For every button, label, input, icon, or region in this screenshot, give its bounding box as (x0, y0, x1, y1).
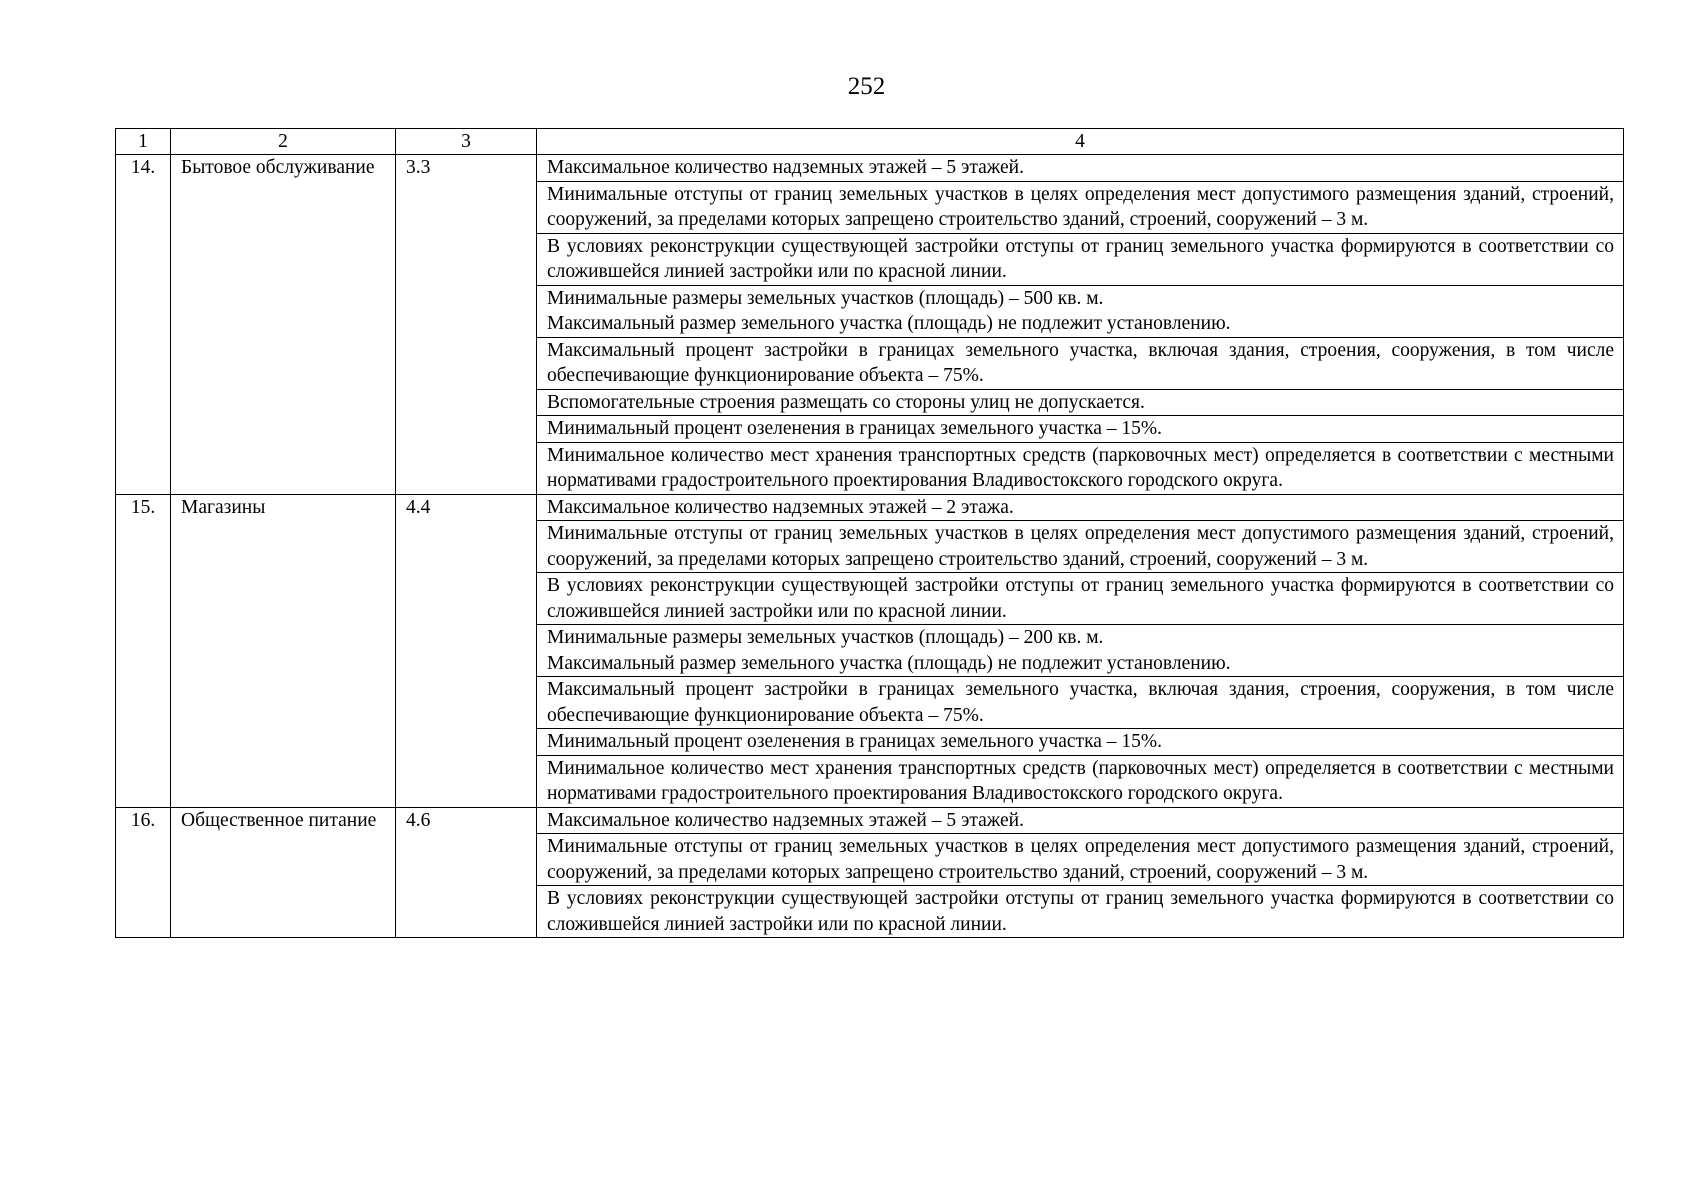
parameter-text: Максимальный процент застройки в границах земельного участка, включая здания, строения, сооружения, в том числе обеспечивающие функционирование объекта – 75%. (547, 679, 1614, 726)
parameter-cell (537, 807, 1624, 834)
parameter-cell (537, 677, 1624, 729)
parameter-cell (537, 886, 1624, 938)
column-header-code: 3 (396, 129, 537, 155)
parameter-text: В условиях реконструкции существующей застройки отступы от границ земельного участка формируются в соответствии со сложившейся линией застройки или по красной линии. (547, 235, 1614, 282)
use-type-code: 3.3 (396, 155, 537, 495)
parameter-cell (537, 442, 1624, 494)
regulations-table (115, 128, 1624, 938)
column-header-parameters: 4 (537, 129, 1624, 155)
parameter-cell (537, 834, 1624, 886)
parameter-text: Минимальные отступы от границ земельных участков в целях определения мест допустимого размещения зданий, строений, сооружений, за пределами которых запрещено строительство зданий, строений, сооружений – 3 м. (547, 183, 1614, 230)
row-number: 15. (116, 494, 171, 807)
table-row (116, 494, 1624, 521)
parameter-cell (537, 181, 1624, 233)
parameter-cell (537, 494, 1624, 521)
parameter-cell (537, 337, 1624, 389)
table-body (116, 129, 1624, 938)
parameter-text: Минимальный процент озеленения в границах земельного участка – 15%. (547, 418, 1163, 439)
parameter-text: В условиях реконструкции существующей застройки отступы от границ земельного участка формируются в соответствии со сложившейся линией застройки или по красной линии. (547, 888, 1614, 935)
parameter-text: Минимальные отступы от границ земельных участков в целях определения мест допустимого размещения зданий, строений, сооружений, за пределами которых запрещено строительство зданий, строений, сооружений – 3 м. (547, 523, 1614, 570)
parameter-cell (537, 521, 1624, 573)
parameter-text: Вспомогательные строения размещать со стороны улиц не допускается. (547, 391, 1145, 413)
parameter-text: Максимальное количество надземных этажей – 5 этажей. (547, 157, 1024, 178)
parameter-text: Максимальный процент застройки в границах земельного участка, включая здания, строения, сооружения, в том числе обеспечивающие функционирование объекта – 75%. (547, 339, 1614, 386)
use-type-name: Магазины (171, 494, 396, 807)
parameter-cell (537, 755, 1624, 807)
table-row (116, 155, 1624, 182)
use-type-name: Бытовое обслуживание (171, 155, 396, 495)
table-row (116, 807, 1624, 834)
parameter-text: Максимальное количество надземных этажей – 5 этажей. (547, 809, 1024, 831)
parameter-cell (537, 389, 1624, 416)
parameter-cell (537, 155, 1624, 182)
parameter-cell (537, 729, 1624, 756)
parameter-text: Минимальное количество мест хранения транспортных средств (парковочных мест) определяется в соответствии с местными нормативами градостроительного проектирования Владивостокского городского округа. (547, 444, 1614, 491)
parameter-text: Минимальные размеры земельных участков (площадь) – 200 кв. м. (547, 627, 1104, 648)
row-number: 16. (116, 807, 171, 938)
use-type-name: Общественное питание (171, 807, 396, 938)
parameter-text: Максимальный размер земельного участка (площадь) не подлежит установлению. (547, 313, 1231, 334)
page-number: 252 (847, 73, 886, 100)
parameter-text: Минимальные размеры земельных участков (площадь) – 500 кв. м. (547, 287, 1104, 309)
parameter-text: В условиях реконструкции существующей застройки отступы от границ земельного участка формируются в соответствии со сложившейся линией застройки или по красной линии. (547, 575, 1614, 622)
parameter-cell (537, 625, 1624, 677)
parameter-text: Минимальное количество мест хранения транспортных средств (парковочных мест) определяется в соответствии с местными нормативами градостроительного проектирования Владивостокского городского округа. (547, 757, 1614, 804)
use-type-code: 4.4 (396, 494, 537, 807)
parameter-text: Максимальное количество надземных этажей – 2 этажа. (547, 496, 1014, 518)
parameter-cell (537, 285, 1624, 337)
table-header-row (116, 129, 1624, 155)
parameter-cell (537, 233, 1624, 285)
parameter-cell (537, 416, 1624, 443)
parameter-cell (537, 573, 1624, 625)
parameter-text: Максимальный размер земельного участка (площадь) не подлежит установлению. (547, 652, 1231, 674)
parameter-text: Минимальные отступы от границ земельных участков в целях определения мест допустимого размещения зданий, строений, сооружений, за пределами которых запрещено строительство зданий, строений, сооружений – 3 м. (547, 836, 1614, 883)
row-number: 14. (116, 155, 171, 495)
use-type-code: 4.6 (396, 807, 537, 938)
parameter-text: Минимальный процент озеленения в границах земельного участка – 15%. (547, 731, 1163, 752)
column-header-number: 1 (116, 129, 171, 155)
column-header-name: 2 (171, 129, 396, 155)
